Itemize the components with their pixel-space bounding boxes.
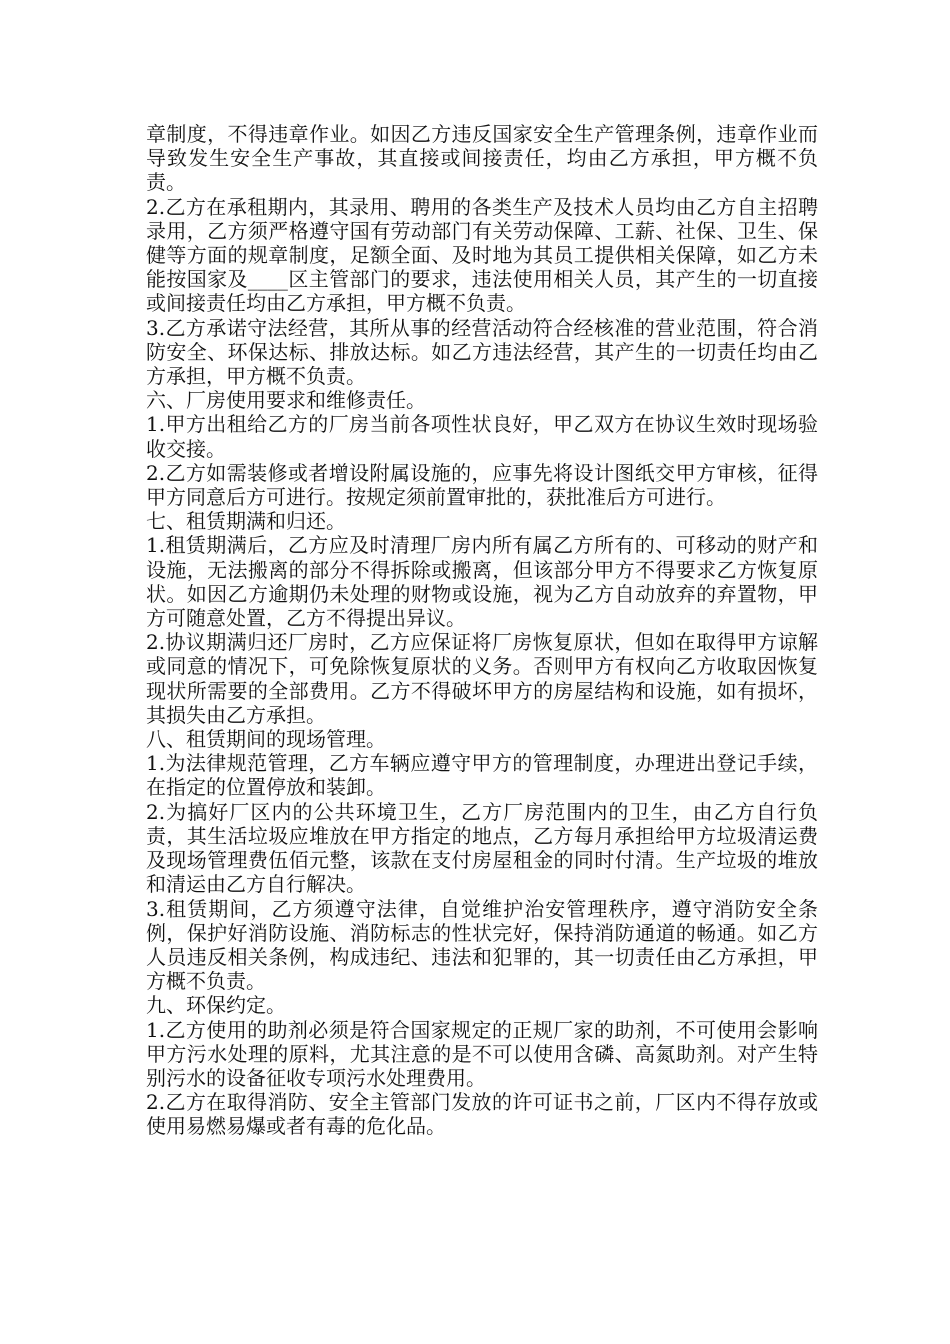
paragraph-lawful-operation: 3.乙方承诺守法经营，其所从事的经营活动符合经核准的营业范围，符合消防安全、环保达标、排放达标。如乙方违法经营，其产生的一切责任均由乙方承担，甲方概不负责。 (146, 315, 818, 389)
paragraph-hygiene-fees: 2.为搞好厂区内的公共环境卫生，乙方厂房范围内的卫生，由乙方自行负责，其生活垃圾应堆放在甲方指定的地点，乙方每月承担给甲方垃圾清运费及现场管理费伍佰元整，该款在支付房屋租金的同时付清。生产垃圾的堆放和清运由乙方自行解决。 (146, 799, 818, 897)
section-heading-9: 九、环保约定。 (146, 993, 286, 1018)
paragraph-staff-employment: 2.乙方在承租期内，其录用、聘用的各类生产及技术人员均由乙方自主招聘录用，乙方须严格遵守国有劳动部门有关劳动保障、工薪、社保、卫生、保健等方面的规章制度，足额全面、及时地为其员工提供相关保障，如乙方未能按国家及____区主管部门的要求，违法使用相关人员，其产生的一切直接或间接责任均由乙方承担，甲方概不负责。 (146, 194, 818, 316)
paragraph-renovation-approval: 2.乙方如需装修或者增设附属设施的，应事先将设计图纸交甲方审核，征得甲方同意后方可进行。按规定须前置审批的，获批准后方可进行。 (146, 460, 818, 510)
paragraph-vehicle-management: 1.为法律规范管理，乙方车辆应遵守甲方的管理制度，办理进出登记手续，在指定的位置停放和装卸。 (146, 751, 818, 800)
paragraph-restore-original-state: 2.协议期满归还厂房时，乙方应保证将厂房恢复原状，但如在取得甲方谅解或同意的情况下，可免除恢复原状的义务。否则甲方有权向乙方收取因恢复现状所需要的全部费用。乙方不得破坏甲方的房屋结构和设施，如有损坏，其损失由乙方承担。 (146, 630, 818, 727)
paragraph-fire-safety: 3.租赁期间，乙方须遵守法律，自觉维护治安管理秩序，遵守消防安全条例，保护好消防设施、消防标志的性状完好，保持消防通道的畅通。如乙方人员违反相关条例，构成违纪、违法和犯罪的，其一切责任由乙方承担，甲方概不负责。 (146, 896, 818, 994)
paragraph-hazardous-materials: 2.乙方在取得消防、安全主管部门发放的许可证书之前，厂区内不得存放或使用易燃易爆或者有毒的危化品。 (146, 1090, 818, 1139)
section-heading-6: 六、厂房使用要求和维修责任。 (146, 388, 426, 413)
paragraph-chemical-agents: 1.乙方使用的助剂必须是符合国家规定的正规厂家的助剂，不可使用会影响甲方污水处理的原料，尤其注意的是不可以使用含磷、高氮助剂。对产生特别污水的设备征收专项污水处理费用。 (146, 1017, 818, 1090)
paragraph-safety-regulations-continued: 章制度，不得违章作业。如因乙方违反国家安全生产管理条例，违章作业而导致发生安全生产事故，其直接或间接责任，均由乙方承担，甲方概不负责。 (146, 122, 818, 195)
section-heading-8: 八、租赁期间的现场管理。 (146, 727, 386, 752)
paragraph-clearing-property: 1.租赁期满后，乙方应及时清理厂房内所有属乙方所有的、可移动的财产和设施，无法搬离的部分不得拆除或搬离，但该部分甲方不得要求乙方恢复原状。如因乙方逾期仍未处理的财物或设施，视为乙方自动放弃的弃置物，甲方可随意处置，乙方不得提出异议。 (146, 533, 818, 631)
paragraph-handover-condition: 1.甲方出租给乙方的厂房当前各项性状良好，甲乙双方在协议生效时现场验收交接。 (146, 412, 818, 461)
section-heading-7: 七、租赁期满和归还。 (146, 509, 346, 534)
document-body (146, 122, 818, 1139)
